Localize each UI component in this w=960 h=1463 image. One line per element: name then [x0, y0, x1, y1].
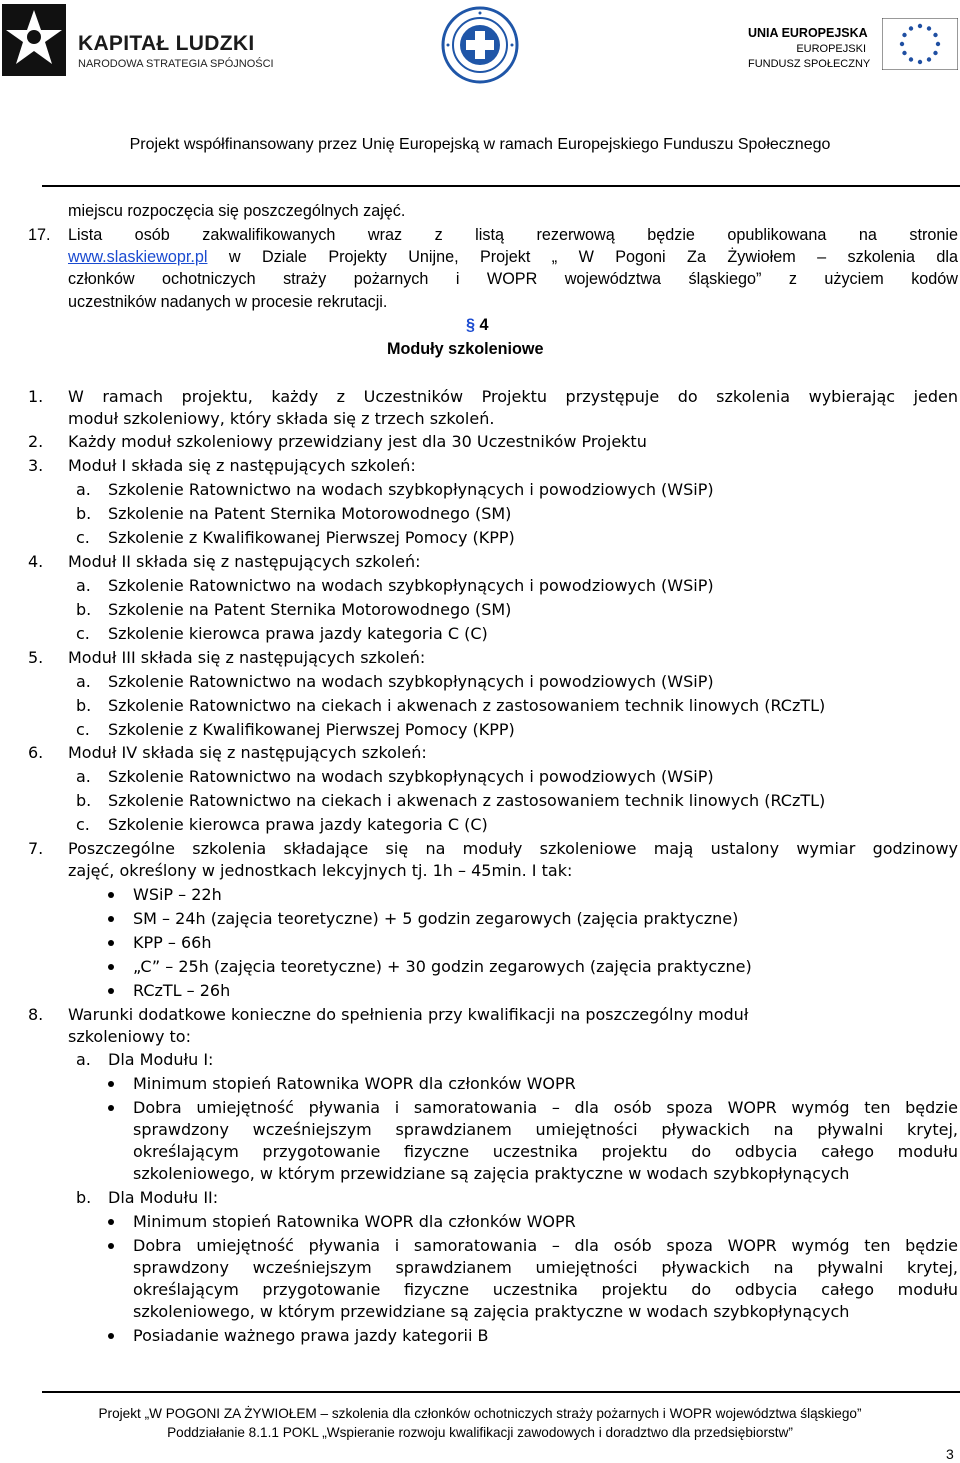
hours-kpp: KPP – 66h [133, 933, 212, 952]
item-4-number: 4. [28, 552, 44, 571]
kapital-ludzki-logo [2, 4, 272, 76]
item-17-line-2 [68, 246, 958, 268]
item-5a-text: Szkolenie Ratownictwo na wodach szybkopłynących i powodziowych (WSiP) [108, 672, 714, 691]
eu-subtitle-1: EUROPEJSKI [796, 43, 866, 55]
item-5c-letter: c. [76, 720, 90, 739]
bullet-icon [108, 892, 114, 898]
website-link[interactable]: www.slaskiewopr.pl [68, 248, 208, 266]
item-17-line-1: Lista osób zakwalifikowanych wraz z listą rezerwową będzie opublikowana na stronie [68, 226, 958, 244]
item-2-text: Każdy moduł szkoleniowy przewidziany jest dla 30 Uczestników Projektu [68, 432, 647, 451]
item-3-text: Moduł I składa się z następujących szkoleń: [68, 456, 416, 475]
item-8b-letter: b. [76, 1188, 92, 1207]
wopr-emblem-icon [441, 6, 519, 84]
item-17-number: 17. [28, 226, 51, 244]
module2-req-2-line-2: sprawdzony wcześniejszym sprawdzianem umiejętności pływackich na pływalni krytej, [133, 1258, 958, 1277]
item-7-line-1: Poszczególne szkolenia składające się na moduły szkoleniowe mają ustalony wymiar godzinowy [68, 839, 958, 858]
item-6c-text: Szkolenie kierowca prawa jazdy kategoria C (C) [108, 815, 488, 834]
item-1-number: 1. [28, 387, 44, 406]
item-1-line-2: moduł szkoleniowy, który składa się z trzech szkoleń. [68, 409, 495, 428]
bullet-icon [108, 964, 114, 970]
item-2-number: 2. [28, 432, 44, 451]
module1-req-2-line-3: określającym przygotowanie fizyczne uczestnika projektu do odbycia całego modułu [133, 1142, 958, 1161]
item-1-line-1: W ramach projektu, każdy z Uczestników Projektu przystępuje do szkolenia wybierając jeden [68, 387, 958, 406]
item-4c-letter: c. [76, 624, 90, 643]
eu-flag-icon [882, 18, 958, 70]
module2-req-2-line-4: szkoleniowego, w którym przewidziane są zajęcia praktyczne w wodach szybkopłynących [133, 1302, 850, 1321]
item-17-line-4: uczestników nadanych w procesie rekrutacji. [68, 293, 388, 311]
item-3-number: 3. [28, 456, 44, 475]
hours-sm: SM – 24h (zajęcia teoretyczne) + 5 godzin zegarowych (zajęcia praktyczne) [133, 909, 739, 928]
item-4c-text: Szkolenie kierowca prawa jazdy kategoria C (C) [108, 624, 488, 643]
module1-req-2-line-1: Dobra umiejętność pływania i samoratowania – dla osób spoza WOPR wymóg ten będzie [133, 1098, 958, 1117]
item-8b-text: Dla Modułu II: [108, 1188, 219, 1207]
item-5-text: Moduł III składa się z następujących szkoleń: [68, 648, 426, 667]
module1-req-2-line-2: sprawdzony wcześniejszym sprawdzianem umiejętności pływackich na pływalni krytej, [133, 1120, 958, 1139]
eu-title: UNIA EUROPEJSKA [748, 26, 868, 40]
bullet-icon [108, 916, 114, 922]
module2-req-2-line-1: Dobra umiejętność pływania i samoratowania – dla osób spoza WOPR wymóg ten będzie [133, 1236, 958, 1255]
item-4b-letter: b. [76, 600, 92, 619]
bullet-icon [108, 940, 114, 946]
item-8a-letter: a. [76, 1050, 91, 1069]
item-3a-letter: a. [76, 480, 91, 499]
item-3a-text: Szkolenie Ratownictwo na wodach szybkopłynących i powodziowych (WSiP) [108, 480, 714, 499]
item-17-line-3: członków ochotniczych straży pożarnych i WOPR województwa śląskiego” z użyciem kodów [68, 270, 958, 288]
item-3c-text: Szkolenie z Kwalifikowanej Pierwszej Pomocy (KPP) [108, 528, 515, 547]
page-number: 3 [946, 1446, 954, 1462]
item-4b-text: Szkolenie na Patent Sternika Motorowodnego (SM) [108, 600, 512, 619]
bullet-icon [108, 1219, 114, 1225]
item-8a-text: Dla Modułu I: [108, 1050, 214, 1069]
kapital-ludzki-subtitle: NARODOWA STRATEGIA SPÓJNOŚCI [78, 58, 274, 70]
kapital-ludzki-title: KAPITAŁ LUDZKI [78, 32, 255, 55]
hours-rcztl: RCzTL – 26h [133, 981, 231, 1000]
item-6c-letter: c. [76, 815, 90, 834]
eu-logo [748, 18, 960, 78]
item-17-line-2-text: w Dziale Projekty Unijne, Projekt „ W Pogoni Za Żywiołem – szkolenia dla [207, 248, 958, 266]
item-5b-letter: b. [76, 696, 92, 715]
item-3b-text: Szkolenie na Patent Sternika Motorowodnego (SM) [108, 504, 512, 523]
item-5-number: 5. [28, 648, 44, 667]
footer-project-name: Projekt „W POGONI ZA ŻYWIOŁEM – szkolenia dla członków ochotniczych straży pożarnych i WOPR województwa śląskiego” [98, 1406, 862, 1421]
bullet-icon [108, 1243, 114, 1249]
module1-req-2-line-4: szkoleniowego, w którym przewidziane są zajęcia praktyczne w wodach szybkopłynących [133, 1164, 850, 1183]
bullet-icon [108, 1333, 114, 1339]
item-6-text: Moduł IV składa się z następujących szkoleń: [68, 743, 427, 762]
module2-req-2-line-3: określającym przygotowanie fizyczne uczestnika projektu do odbycia całego modułu [133, 1280, 958, 1299]
bullet-icon [108, 1081, 114, 1087]
item-6b-text: Szkolenie Ratownictwo na ciekach i akwenach z zastosowaniem technik linowych (RCzTL) [108, 791, 826, 810]
item-6-number: 6. [28, 743, 44, 762]
module2-req-1: Minimum stopień Ratownika WOPR dla członków WOPR [133, 1212, 576, 1231]
section-title: Moduły szkoleniowe [387, 340, 544, 358]
item-5b-text: Szkolenie Ratownictwo na ciekach i akwenach z zastosowaniem technik linowych (RCzTL) [108, 696, 826, 715]
item-4a-letter: a. [76, 576, 91, 595]
item-6b-letter: b. [76, 791, 92, 810]
item-3b-letter: b. [76, 504, 92, 523]
page-header [0, 0, 960, 188]
module2-req-3: Posiadanie ważnego prawa jazdy kategorii B [133, 1326, 489, 1345]
item-4-text: Moduł II składa się z następujących szkoleń: [68, 552, 421, 571]
section-heading-number [466, 314, 489, 336]
module1-req-1: Minimum stopień Ratownika WOPR dla członków WOPR [133, 1074, 576, 1093]
section-symbol: § [466, 316, 476, 334]
item-4a-text: Szkolenie Ratownictwo na wodach szybkopłynących i powodziowych (WSiP) [108, 576, 714, 595]
header-divider [42, 185, 960, 187]
item-8-line-1: Warunki dodatkowe konieczne do spełnienia przy kwalifikacji na poszczególny moduł [68, 1005, 749, 1024]
intro-line-0: miejscu rozpoczęcia się poszczególnych zajęć. [68, 202, 406, 220]
item-8-line-2: szkoleniowy to: [68, 1027, 191, 1046]
hours-wsip: WSiP – 22h [133, 885, 222, 904]
item-5c-text: Szkolenie z Kwalifikowanej Pierwszej Pomocy (KPP) [108, 720, 515, 739]
item-6a-letter: a. [76, 767, 91, 786]
eu-subtitle-2: FUNDUSZ SPOŁECZNY [748, 58, 871, 70]
bullet-icon [108, 988, 114, 994]
footer-subaction: Poddziałanie 8.1.1 POKL „Wspieranie rozwoju kwalifikacji zawodowych i doradztwo dla przedsiębiorstw” [167, 1425, 793, 1440]
item-7-line-2: zajęć, określony w jednostkach lekcyjnych tj. 1h – 45min. I tak: [68, 861, 573, 880]
cofinancing-note: Projekt współfinansowany przez Unię Europejską w ramach Europejskiego Funduszu Społecznego [129, 136, 831, 153]
section-number: 4 [479, 316, 489, 334]
footer-divider [42, 1391, 960, 1393]
hours-c: „C” – 25h (zajęcia teoretyczne) + 30 godzin zegarowych (zajęcia praktyczne) [133, 957, 752, 976]
bullet-icon [108, 1105, 114, 1111]
item-8-number: 8. [28, 1005, 44, 1024]
kapital-ludzki-star-icon [2, 4, 66, 76]
item-6a-text: Szkolenie Ratownictwo na wodach szybkopłynących i powodziowych (WSiP) [108, 767, 714, 786]
item-7-number: 7. [28, 839, 44, 858]
item-5a-letter: a. [76, 672, 91, 691]
item-3c-letter: c. [76, 528, 90, 547]
